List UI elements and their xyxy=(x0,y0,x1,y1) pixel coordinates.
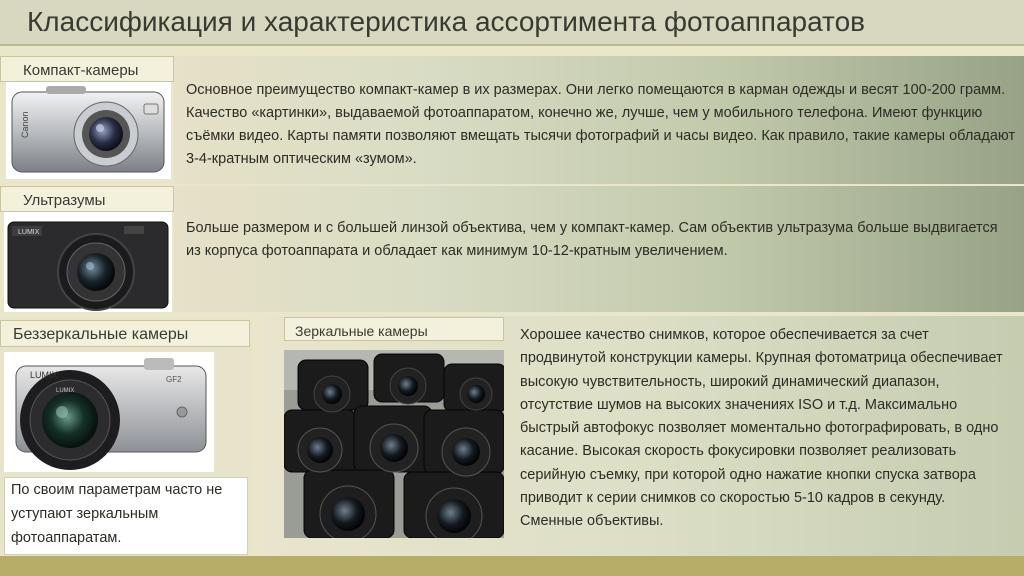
slide-title-bar xyxy=(0,0,1024,46)
slide-title: Классификация и характеристика ассортимента фотоаппаратов xyxy=(27,6,866,37)
compact-description: Основное преимущество компакт-камер в их размерах. Они легко помещаются в карман одежды и весят 100-200 грамм. Качество «картинки», выдаваемой фотоаппаратом, конечно же, лучше, чем у мобильного телефона. Имеют функцию съёмки видео. Карты памяти позволяют вмещать тысячи фотографий и часы видео. Как правило, такие камеры обладают 3-4-кратным оптическим «зумом». xyxy=(186,82,1016,167)
mirrorless-note: По своим параметрам часто не уступают зеркальным фотоаппаратам. xyxy=(4,477,248,555)
bottom-bar xyxy=(0,556,1024,576)
lumix-logo: LUMIX xyxy=(18,229,40,236)
dslr-label: Зеркальные камеры xyxy=(284,317,504,341)
model-badge: GF2 xyxy=(166,375,182,384)
mirrorless-camera-image xyxy=(4,352,214,472)
ultrazoom-camera-image xyxy=(4,212,172,312)
compact-label: Компакт-камеры xyxy=(0,56,174,82)
dslr-description: Хорошее качество снимков, которое обеспечивается за счет продвинутой конструкции камеры. Крупная фотоматрица обеспечивает высокую чувствительность, широкий динамический диапазон, отсутствие шумов на высоких значениях ISO и т.д. Максимально быстрый автофокус позволяет моментально фотографировать, в одно касание. Высокая скорость фокусировки позволяет реализовать серийную съемку, при которой одно нажатие кнопки спуска затвора приводит к серии снимков со скоростью 5-10 кадров в секунду. Сменные объективы. xyxy=(520,327,1003,530)
ultrazoom-description: Больше размером и с большей линзой объектива, чем у компакт-камер. Сам объектив ультразума больше выдвигается из корпуса фотоаппарата и обладает как минимум 10-12-кратным увеличением. xyxy=(186,220,998,259)
lumix-body-logo: LUMIX xyxy=(30,370,58,380)
ultrazoom-label: Ультразумы xyxy=(0,186,174,212)
lumix-lens-logo: LUMIX xyxy=(56,388,75,394)
compact-camera-image xyxy=(6,82,171,179)
dslr-cameras-image xyxy=(284,350,504,538)
mirrorless-label: Беззеркальные камеры xyxy=(0,320,250,347)
canon-logo: Canon xyxy=(20,111,30,138)
